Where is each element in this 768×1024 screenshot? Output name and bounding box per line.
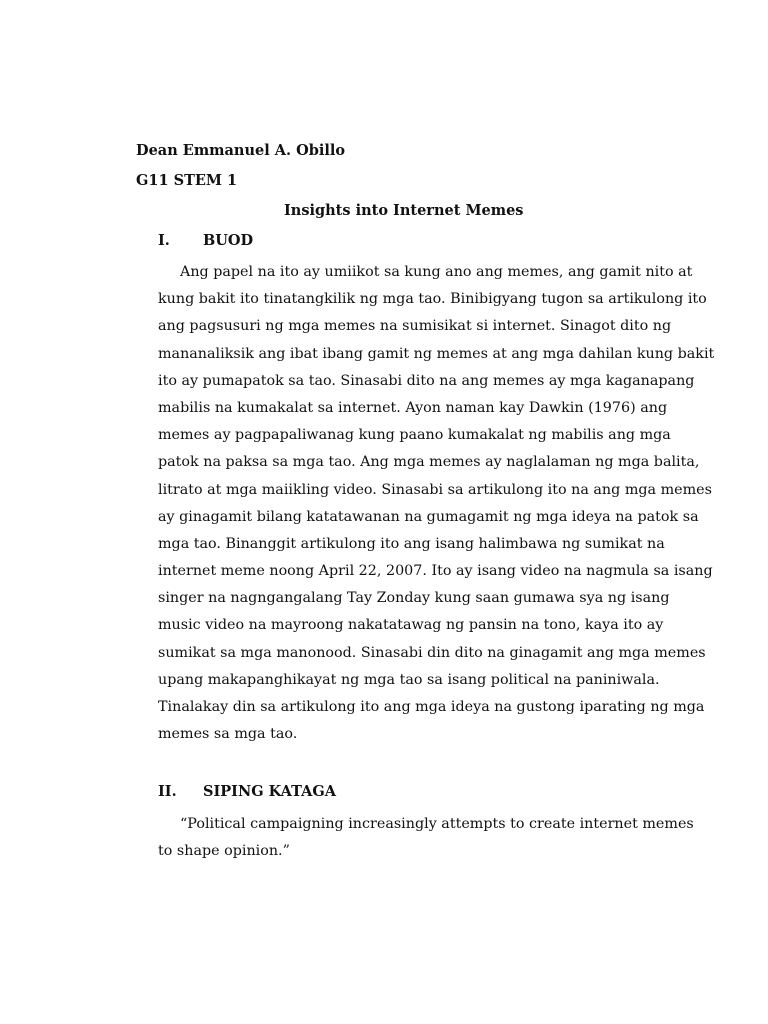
paragraph-line: internet meme noong April 22, 2007. Ito ay isang video na nagmula sa isang — [158, 563, 713, 580]
paragraph-line: Tinalakay din sa artikulong ito ang mga ideya na gustong iparating ng mga — [158, 699, 705, 715]
document-title: Insights into Internet Memes — [284, 202, 524, 219]
paragraph-line: litrato at mga maiikling video. Sinasabi sa artikulong ito na ang mga memes — [158, 481, 712, 498]
author-name: Dean Emmanuel A. Obillo — [136, 142, 346, 159]
section-1-numeral: I. — [158, 232, 170, 249]
paragraph-line: ay ginagamit bilang katatawanan na gumagamit ng mga ideya na patok sa — [158, 508, 699, 525]
paragraph-line: mga tao. Binanggit artikulong ito ang isang halimbawa ng sumikat na — [158, 535, 665, 552]
paragraph-line: ang pagsusuri ng mga memes na sumisikat si internet. Sinagot dito ng — [158, 318, 672, 335]
paragraph-line: singer na nagngangalang Tay Zonday kung saan gumawa sya ng isang — [158, 590, 670, 607]
paragraph-line: Ang papel na ito ay umiikot sa kung ano ang memes, ang gamit nito at — [180, 264, 693, 280]
paragraph-line: mananaliksik ang ibat ibang gamit ng memes at ang mga dahilan kung bakit — [158, 345, 715, 362]
paragraph-line: memes ay pagpapaliwanag kung paano kumakalat ng mabilis ang mga — [158, 427, 671, 444]
quote-paragraph — [158, 811, 694, 865]
section-2-heading: SIPING KATAGA — [203, 783, 336, 800]
grade-section: G11 STEM 1 — [136, 172, 238, 189]
section-1-heading: BUOD — [203, 232, 254, 249]
paragraph-line: mabilis na kumakalat sa internet. Ayon naman kay Dawkin (1976) ang — [158, 399, 668, 416]
summary-paragraph — [158, 259, 715, 748]
quote-line: to shape opinion.” — [158, 843, 290, 860]
section-2-numeral: II. — [158, 783, 177, 800]
quote-line: “Political campaigning increasingly attempts to create internet memes — [180, 816, 694, 832]
paragraph-line: sumikat sa mga manonood. Sinasabi din dito na ginagamit ang mga memes — [158, 644, 706, 661]
paragraph-line: patok na paksa sa mga tao. Ang mga memes ay naglalaman ng mga balita, — [158, 454, 700, 471]
paragraph-line: ito ay pumapatok sa tao. Sinasabi dito na ang memes ay mga kaganapang — [158, 372, 695, 389]
paragraph-line: kung bakit ito tinatangkilik ng mga tao. Binibigyang tugon sa artikulong ito — [158, 291, 707, 308]
paragraph-line: music video na mayroong nakatatawag ng pansin na tono, kaya ito ay — [158, 617, 664, 634]
paragraph-line: memes sa mga tao. — [158, 726, 298, 743]
paragraph-line: upang makapanghikayat ng mga tao sa isang political na paniniwala. — [158, 671, 660, 688]
